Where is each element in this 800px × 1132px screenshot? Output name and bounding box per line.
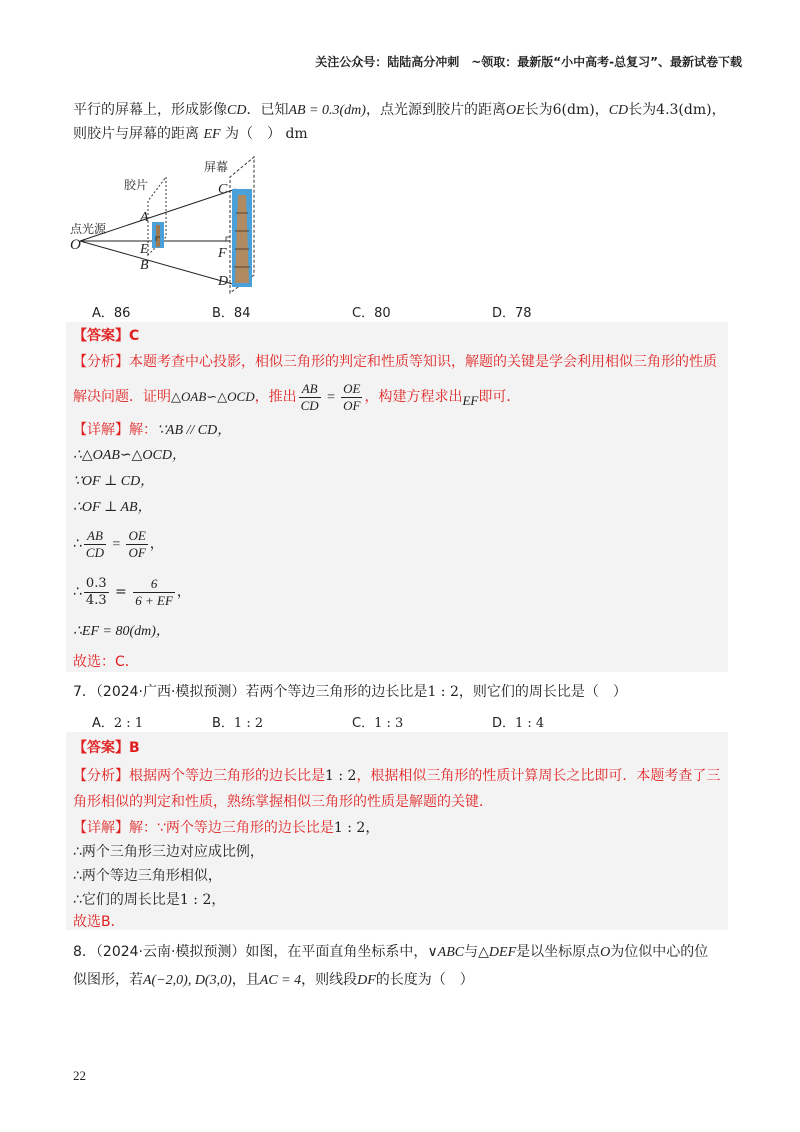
q7-option-c[interactable]: C．1 : 3 bbox=[352, 716, 404, 731]
q6-option-d[interactable]: D．78 bbox=[492, 306, 532, 321]
q6-option-b[interactable]: B．84 bbox=[212, 306, 251, 321]
q7-detail-4: ∴它们的周长比是1 : 2， bbox=[73, 892, 226, 908]
label-film: 胶片 bbox=[124, 178, 149, 192]
label-source: 点光源 bbox=[70, 222, 107, 236]
q6-detail-2: ∴△OAB∽△OCD， bbox=[73, 448, 186, 463]
q7-detail-1: 【详解】解：∵两个等边三角形的边长比是1 : 2， bbox=[73, 820, 380, 836]
q7-detail-3: ∴两个等边三角形相似， bbox=[73, 868, 222, 884]
q6-answer: 【答案】C bbox=[73, 328, 140, 344]
q6-option-a[interactable]: A．86 bbox=[92, 306, 131, 321]
q6-option-c[interactable]: C．80 bbox=[352, 306, 391, 321]
q6-detail-5: ∴ $\frac{AB}{CD}$ = $\frac{OE}{OF}$ ， bbox=[73, 527, 164, 560]
q6-line-1: 平行的屏幕上，形成影像CD．已知AB = 0.3(dm)，点光源到胶片的距离OE长为6(dm)，CD长为4.3(dm)， bbox=[73, 102, 726, 118]
q7-detail-2: ∴两个三角形三边对应成比例， bbox=[73, 844, 264, 860]
q6-detail-3: ∵OF ⊥ CD， bbox=[73, 474, 155, 489]
label-screen: 屏幕 bbox=[204, 160, 229, 174]
q6-line-2: 则胶片与屏幕的距离 EF 为（ ） dm bbox=[73, 126, 308, 142]
q7-option-a[interactable]: A．2 : 1 bbox=[92, 716, 144, 731]
q6-detail-6: ∴ $\frac{0.3}{4.3}$ = $\frac{6}{6 + EF}$ ， bbox=[73, 575, 191, 608]
q7-answer: 【答案】B bbox=[73, 740, 140, 756]
page-number: 22 bbox=[73, 1068, 86, 1083]
q7-option-b[interactable]: B．1 : 2 bbox=[212, 716, 264, 731]
label-E: E bbox=[140, 242, 149, 257]
label-B: B bbox=[140, 258, 149, 273]
q7-conclusion: 故选B． bbox=[73, 914, 125, 930]
q7-analysis-line-2: 角形相似的判定和性质，熟练掌握相似三角形的性质是解题的关键． bbox=[73, 794, 493, 810]
q7-analysis-line-1: 【分析】根据两个等边三角形的边长比是1 : 2，根据相似三角形的性质计算周长之比即可．本题考查了三 bbox=[73, 768, 721, 784]
q6-conclusion: 故选：C． bbox=[73, 654, 139, 670]
label-D: D bbox=[218, 274, 229, 289]
q6-detail-7: ∴EF = 80(dm)， bbox=[73, 624, 170, 639]
q8-stem-line-1: 8．（2024·云南·模拟预测）如图，在平面直角坐标系中，∨ABC与△DEF是以坐标原点O为位似中心的位 bbox=[73, 944, 709, 960]
q6-detail-1: 【详解】解：∵AB // CD， bbox=[73, 422, 232, 438]
q8-stem-line-2: 似图形，若A(−2,0), D(3,0)，且AC = 4，则线段DF的长度为（ ） bbox=[73, 972, 474, 988]
q6-detail-4: ∴OF ⊥ AB， bbox=[73, 500, 152, 515]
q6-analysis-line-2: 解决问题．证明△OAB∽△OCD，推出 $\frac{AB}{CD}$ = $\frac{OE}{OF}$ ，构建方程求出EF即可． bbox=[73, 380, 521, 413]
label-A: A bbox=[140, 210, 149, 225]
label-F: F bbox=[218, 246, 227, 261]
label-C: C bbox=[218, 182, 228, 197]
q7-option-d[interactable]: D．1 : 4 bbox=[492, 716, 545, 731]
q6-solution-panel bbox=[66, 322, 728, 672]
label-O: O bbox=[70, 237, 81, 253]
projection-figure bbox=[68, 153, 268, 295]
page-header: 关注公众号：陆陆高分冲刺 ~领取：最新版“小中高考-总复习”、最新试卷下载 bbox=[315, 55, 742, 69]
q6-analysis-line-1: 【分析】本题考查中心投影，相似三角形的判定和性质等知识，解题的关键是学会利用相似三角形的性质 bbox=[73, 354, 717, 370]
q7-stem: 7．（2024·广西·模拟预测）若两个等边三角形的边长比是1 : 2，则它们的周长比是（ ） bbox=[73, 684, 627, 700]
